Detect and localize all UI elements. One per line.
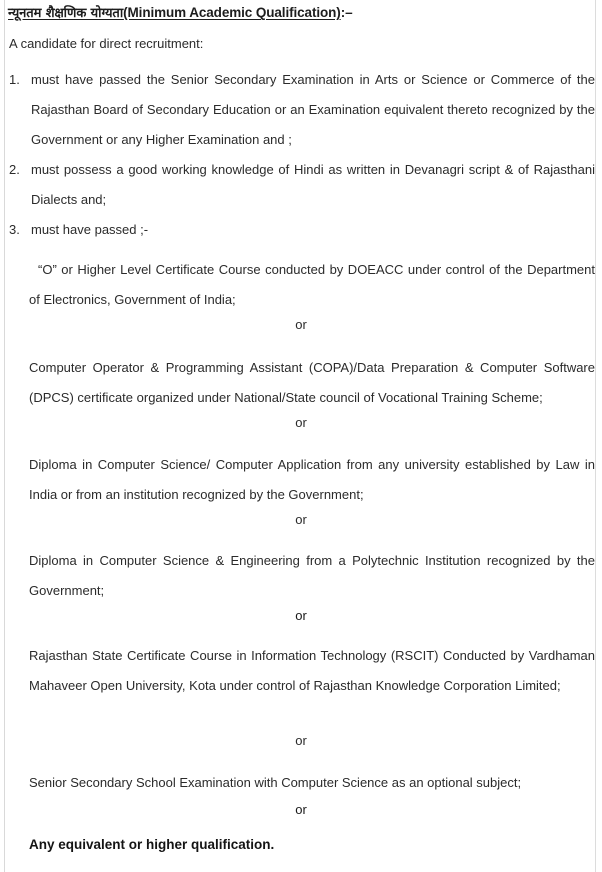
separator-or-2: or xyxy=(295,415,307,430)
separator-or-5: or xyxy=(295,733,307,748)
clause-1 xyxy=(9,65,595,155)
clause-3 xyxy=(9,215,595,245)
page-title xyxy=(8,3,588,21)
option-4 xyxy=(29,546,595,606)
option-4-text: Diploma in Computer Science & Engineering from a Polytechnic Institution recognized by the Government; xyxy=(29,553,595,598)
option-3-text: Diploma in Computer Science/ Computer Application from any university established by Law in India or from an institution recognized by the Government; xyxy=(29,457,595,502)
option-1 xyxy=(29,255,595,315)
final-qualification-line: Any equivalent or higher qualification. xyxy=(29,837,275,852)
intro-text: A candidate for direct recruitment: xyxy=(9,36,204,51)
separator-or-6: or xyxy=(295,802,307,817)
clause-3-number: 3. xyxy=(9,222,20,237)
separator-or-3: or xyxy=(295,512,307,527)
option-6 xyxy=(29,768,595,798)
page-title-hindi: न्यूनतम शैक्षणिक योग्यता xyxy=(8,6,124,21)
clause-1-number: 1. xyxy=(9,72,20,87)
option-6-text: Senior Secondary School Examination with Computer Science as an optional subject; xyxy=(29,775,522,790)
clause-2 xyxy=(9,155,595,215)
option-3 xyxy=(29,450,595,510)
page-title-english: (Minimum Academic Qualification) xyxy=(123,5,341,20)
clause-1-text: must have passed the Senior Secondary Examination in Arts or Science or Commerce of the Rajasthan Board of Secondary Education or an Examination equivalent thereto recognized by the Government or any Higher Examination and ; xyxy=(31,72,595,147)
separator-or-4: or xyxy=(295,608,307,623)
separator-or-1: or xyxy=(295,317,307,332)
option-1-text: “O” or Higher Level Certificate Course conducted by DOEACC under control of the Department of Electronics, Government of India; xyxy=(29,262,595,307)
option-2-text: Computer Operator & Programming Assistant (COPA)/Data Preparation & Computer Software (DPCS) certificate organized under National/State council of Vocational Training Scheme; xyxy=(29,360,595,405)
clause-3-text: must have passed ;- xyxy=(31,222,149,237)
clause-2-text: must possess a good working knowledge of Hindi as written in Devanagri script & of Rajasthani Dialects and; xyxy=(31,162,595,207)
option-2 xyxy=(29,353,595,413)
option-5 xyxy=(29,641,595,701)
clause-2-number: 2. xyxy=(9,162,20,177)
option-5-text: Rajasthan State Certificate Course in Information Technology (RSCIT) Conducted by Vardhaman Mahaveer Open University, Kota under control of Rajasthan Knowledge Corporation Limited; xyxy=(29,648,595,693)
page-title-trailing: :– xyxy=(340,5,353,20)
